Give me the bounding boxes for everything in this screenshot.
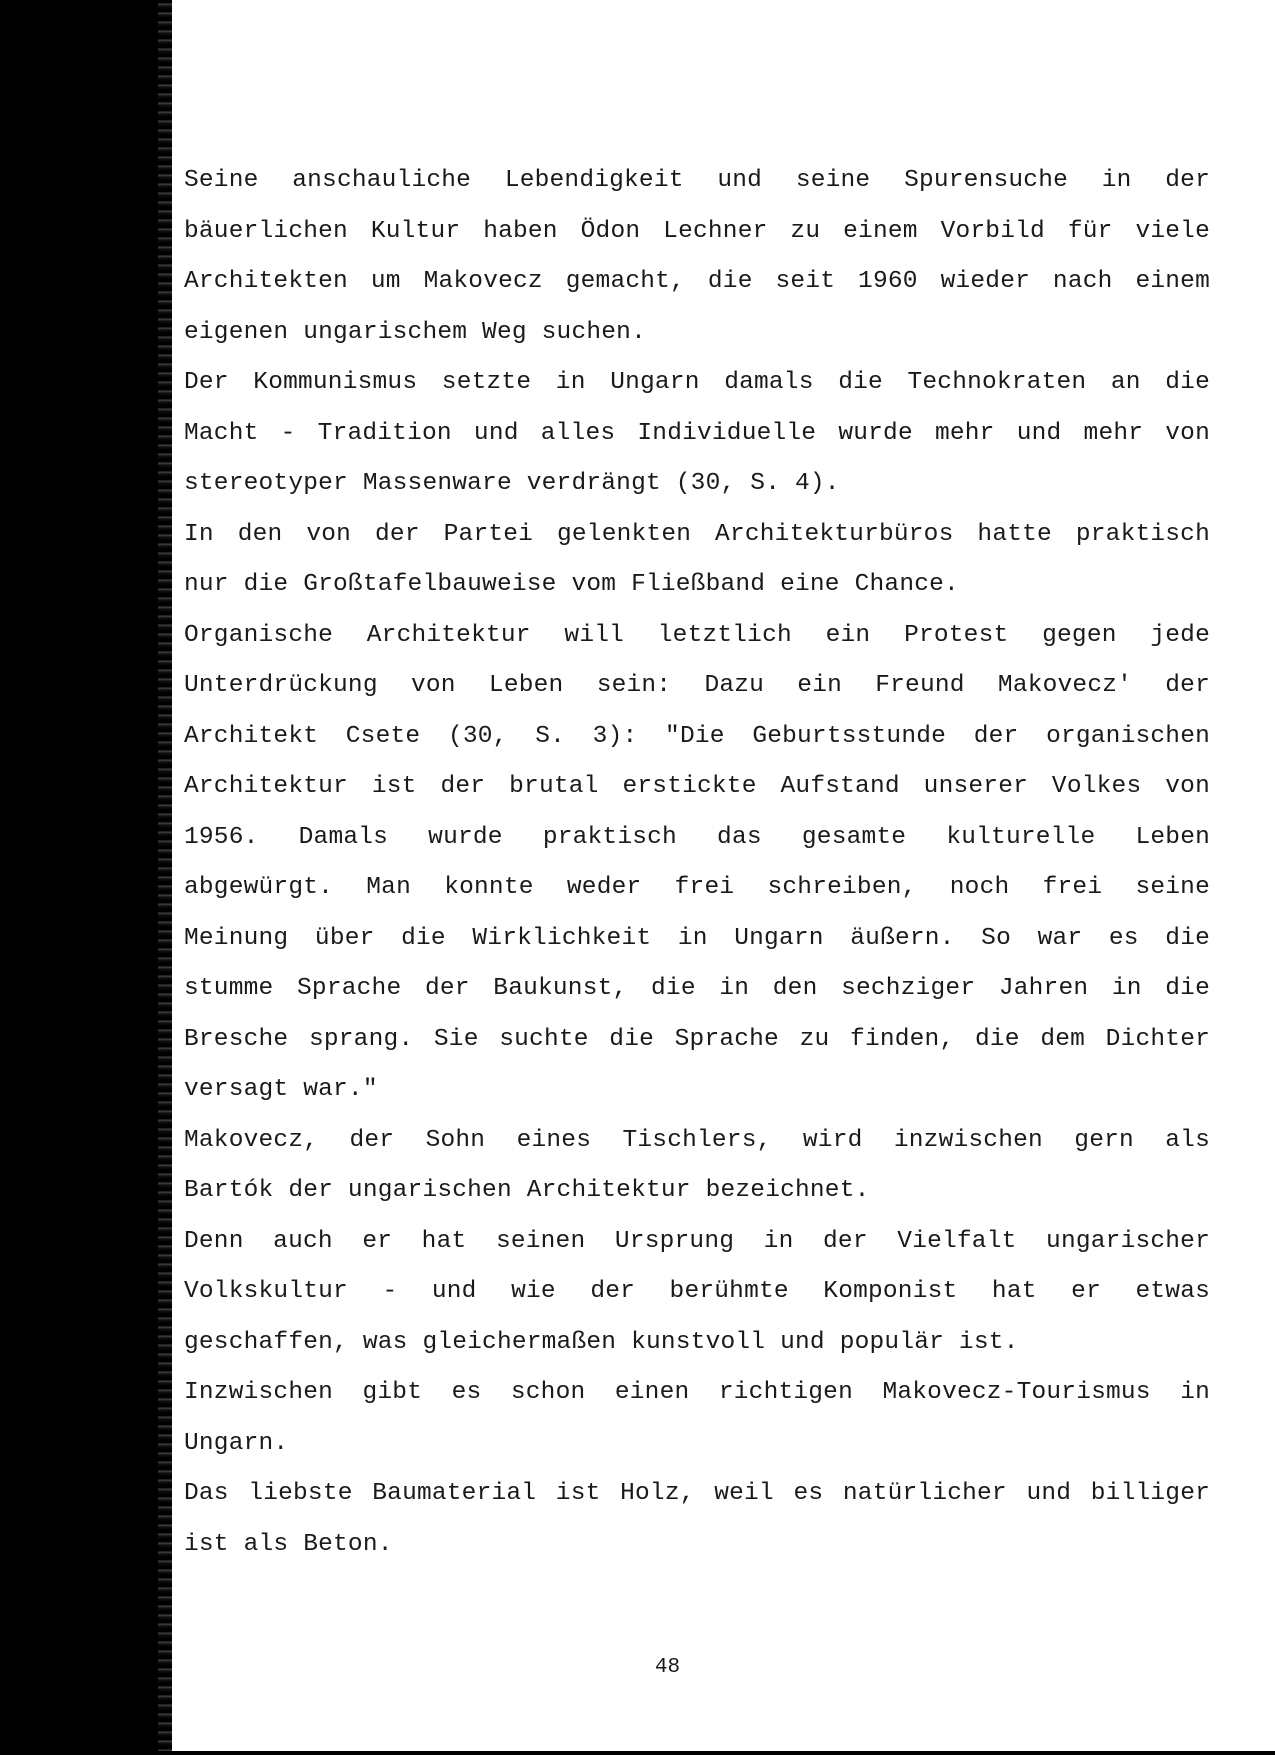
text-line: In den von der Partei gelenkten Architekturbüros hatte praktisch: [184, 520, 1210, 548]
text-line: Denn auch er hat seinen Ursprung in der Vielfalt ungarischer: [184, 1227, 1210, 1255]
text-line: Meinung über die Wirklichkeit in Ungarn äußern. So war es die: [184, 924, 1210, 952]
text-line: 1956. Damals wurde praktisch das gesamte kulturelle Leben: [184, 823, 1210, 851]
scan-bottom-border: [0, 1751, 1275, 1755]
text-line: Bartók der ungarischen Architektur bezeichnet.: [184, 1177, 870, 1204]
text-line: Makovecz, der Sohn eines Tischlers, wird inzwischen gern als: [184, 1126, 1210, 1154]
text-line: Macht - Tradition und alles Individuelle wurde mehr und mehr von: [184, 419, 1210, 447]
text-line: stumme Sprache der Baukunst, die in den sechziger Jahren in die: [184, 975, 1210, 1002]
text-line: stereotyper Massenware verdrängt (30, S. 4).: [184, 470, 840, 497]
text-line: ist als Beton.: [184, 1530, 393, 1558]
text-line: eigenen ungarischem Weg suchen.: [184, 318, 646, 346]
text-line: Architekt Csete (30, S. 3): "Die Geburtsstunde der organischen: [184, 722, 1210, 750]
page-number: 48: [654, 1656, 681, 1679]
text-line: Unterdrückung von Leben sein: Dazu ein Freund Makovecz' der: [184, 672, 1210, 699]
text-line: Ungarn.: [184, 1429, 289, 1457]
text-line: Volkskultur - und wie der berühmte Komponist hat er etwas: [184, 1278, 1210, 1305]
text-line: Organische Architektur will letztlich ein Protest gegen jede: [184, 621, 1210, 649]
text-line: abgewürgt. Man konnte weder frei schreiben, noch frei seine: [184, 874, 1210, 901]
text-line: Der Kommunismus setzte in Ungarn damals die Technokraten an die: [184, 369, 1210, 396]
text-line: Bresche sprang. Sie suchte die Sprache zu finden, die dem Dichter: [184, 1025, 1210, 1053]
text-line: Architekten um Makovecz gemacht, die seit 1960 wieder nach einem: [184, 268, 1210, 295]
text-line: geschaffen, was gleichermaßen kunstvoll und populär ist.: [184, 1328, 1019, 1356]
scan-border-edge: [158, 0, 172, 1755]
text-line: nur die Großtafelbauweise vom Fließband eine Chance.: [184, 571, 959, 598]
scan-black-border: [0, 0, 166, 1755]
text-line: versagt war.": [184, 1076, 378, 1103]
text-line: Seine anschauliche Lebendigkeit und seine Spurensuche in der: [184, 167, 1210, 194]
body-text: [184, 156, 1210, 1570]
text-line: Inzwischen gibt es schon einen richtigen Makovecz-Tourismus in: [184, 1379, 1210, 1406]
text-line: Architektur ist der brutal erstickte Aufstand unserer Volkes von: [184, 773, 1210, 800]
text-line: bäuerlichen Kultur haben Ödon Lechner zu einem Vorbild für viele: [184, 217, 1210, 245]
text-line: Das liebste Baumaterial ist Holz, weil es natürlicher und billiger: [184, 1480, 1210, 1507]
